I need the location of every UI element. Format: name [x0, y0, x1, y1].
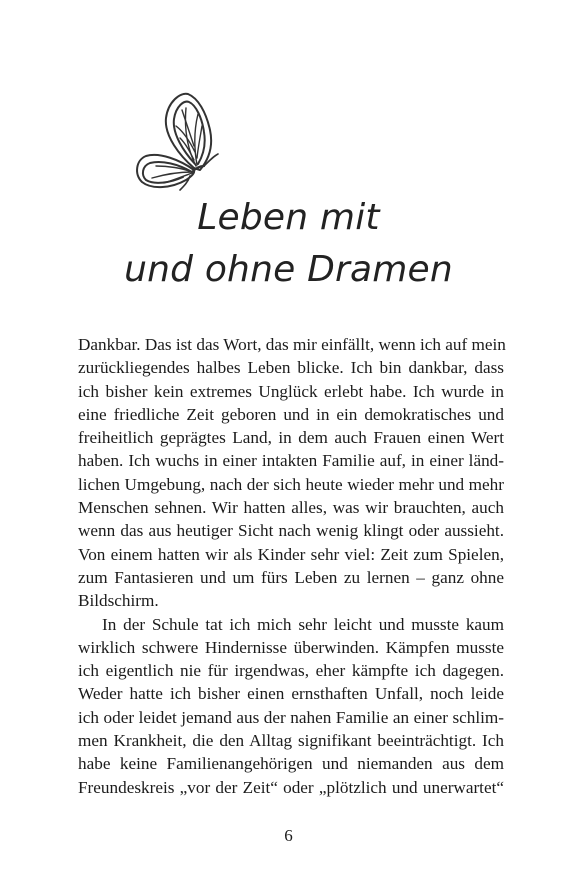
body-line: Menschen sehnen. Wir hatten alles, was wir brauchten, auch — [78, 498, 504, 518]
body-line: Dankbar. Das ist das Wort, das mir einfällt, wenn ich auf mein — [78, 335, 506, 354]
page-number: 6 — [284, 826, 293, 845]
body-line: Bildschirm. — [78, 591, 159, 611]
body-line: zurückliegendes halbes Leben blicke. Ich bin dankbar, dass — [78, 358, 504, 378]
body-line: habe keine Familienangehörigen und niemanden aus dem — [78, 754, 504, 774]
body-line: men Krankheit, die den Alltag signifikant beeinträchtigt. Ich — [78, 731, 504, 751]
body-line: ich oder leidet jemand aus der nahen Familie an einer schlim- — [78, 707, 504, 727]
body-line: ich bisher kein extremes Unglück erlebt habe. Ich wurde in — [78, 381, 504, 401]
body-line: lichen Umgebung, nach der sich heute wieder mehr und mehr — [78, 474, 504, 494]
body-line: Weder hatte ich bisher einen ernsthaften Unfall, noch leide — [78, 684, 504, 704]
body-line: ich eigentlich nie für irgendwas, eher kämpfte ich dagegen. — [78, 661, 504, 681]
body-line: wenn das aus heutiger Sicht nach wenig klingt oder aussieht. — [78, 521, 504, 541]
body-line: eine friedliche Zeit geboren und in ein demokratisches und — [78, 404, 504, 424]
chapter-body — [78, 333, 504, 799]
body-line: Von einem hatten wir als Kinder sehr viel: Zeit zum Spielen, — [78, 544, 504, 564]
body-line: In der Schule tat ich mich sehr leicht und musste kaum — [102, 614, 504, 634]
chapter-title-line-1: Leben mit — [197, 197, 380, 238]
body-line: zum Fantasieren und um fürs Leben zu lernen – ganz ohne — [78, 567, 504, 587]
body-line: Freundeskreis „vor der Zeit“ oder „plötzlich und unerwartet“ — [78, 777, 504, 797]
butterfly-icon — [128, 86, 232, 192]
body-line: wirklich schwere Hindernisse überwinden. Kämpfen musste — [78, 637, 504, 657]
chapter-title-line-2: und ohne Dramen — [124, 249, 453, 290]
body-line: haben. Ich wuchs in einer intakten Familie auf, in einer länd- — [78, 451, 504, 471]
body-line: freiheitlich geprägtes Land, in dem auch Frauen einen Wert — [78, 428, 504, 448]
